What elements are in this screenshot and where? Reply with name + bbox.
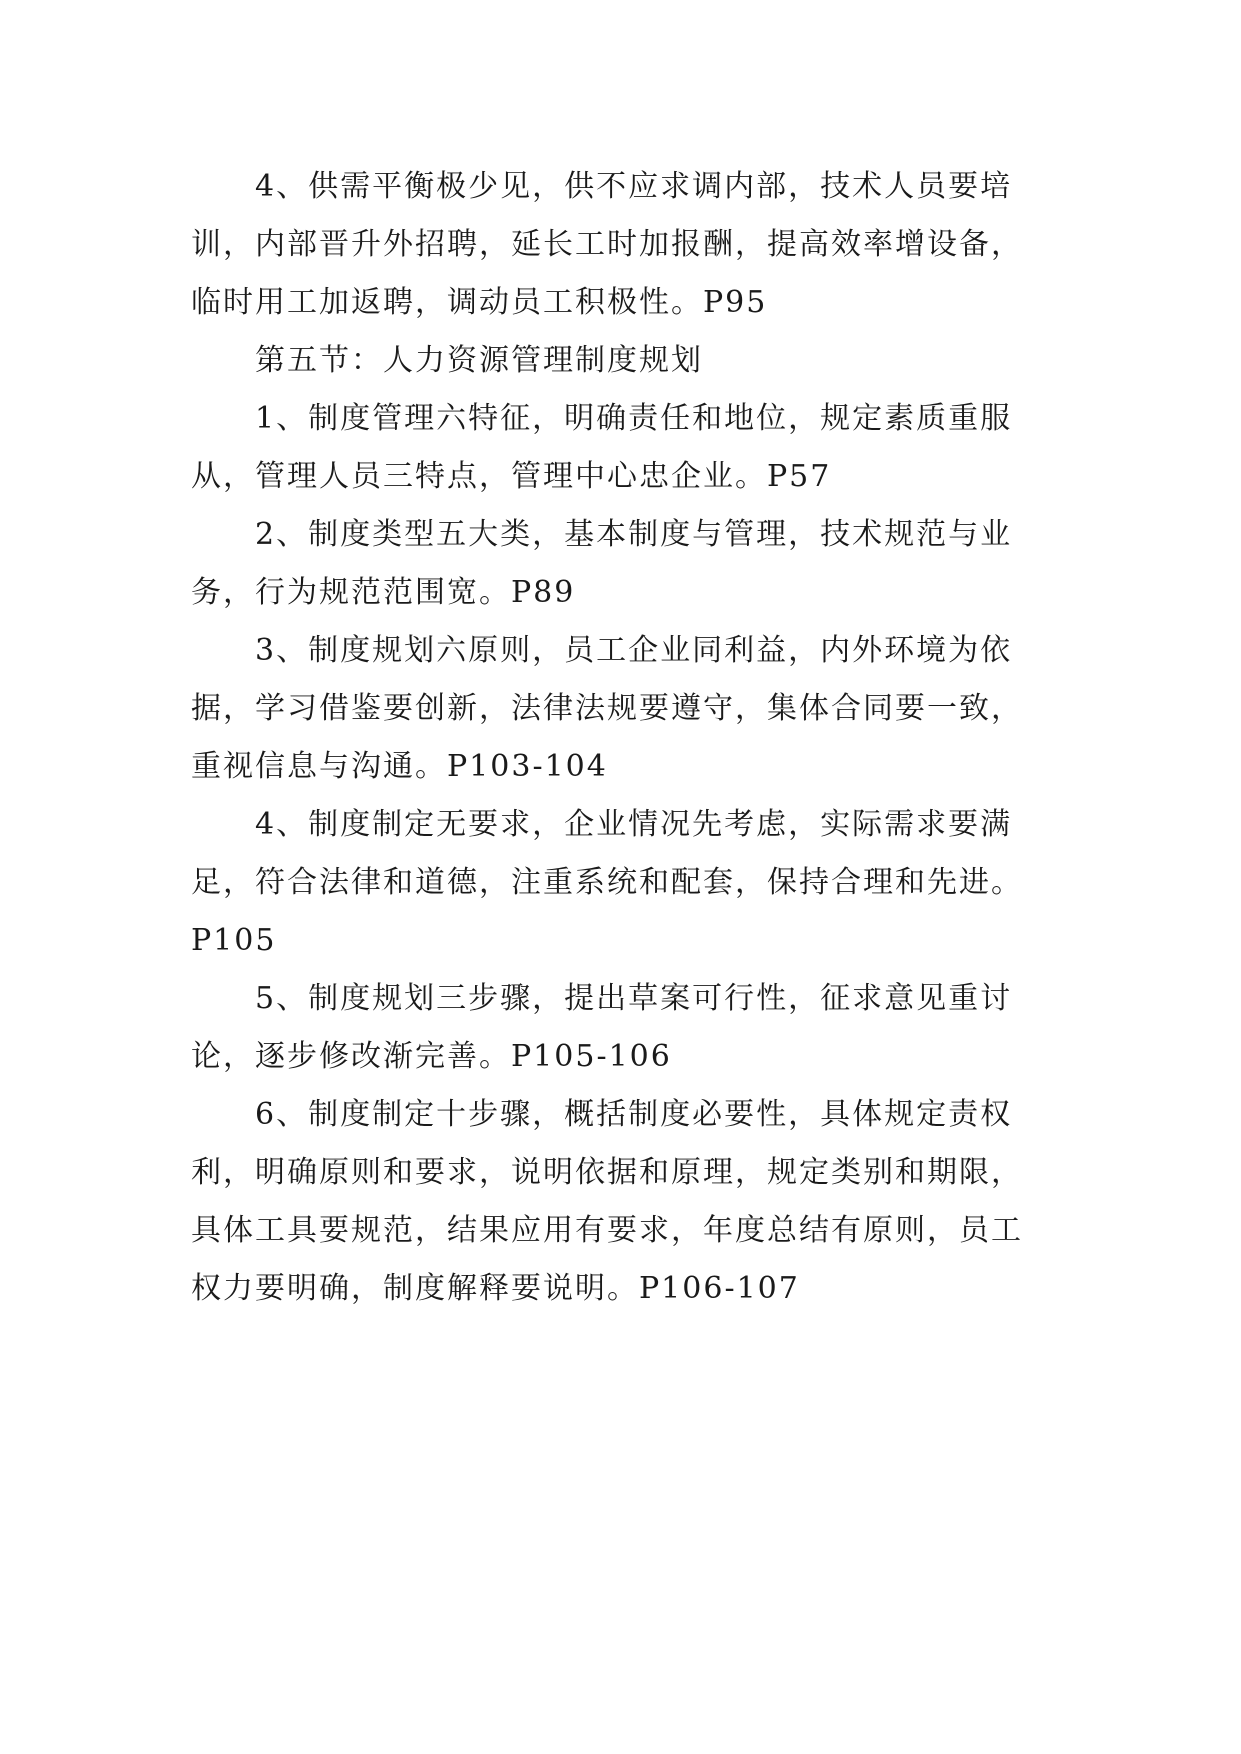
paragraph-item-4	[191, 796, 1071, 970]
text-line: 3、制度规划六原则，员工企业同利益，内外环境为依	[255, 633, 1013, 668]
section-heading-text: 第五节：人力资源管理制度规划	[255, 343, 703, 378]
paragraph-item-2	[191, 506, 1071, 622]
text-line: 4、供需平衡极少见，供不应求调内部，技术人员要培	[255, 169, 1013, 204]
paragraph-item-1	[191, 390, 1071, 506]
section-heading	[191, 332, 1071, 390]
text-line: 重视信息与沟通。P103-104	[191, 749, 608, 784]
text-line: 1、制度管理六特征，明确责任和地位，规定素质重服	[255, 401, 1013, 436]
text-line: 6、制度制定十步骤，概括制度必要性，具体规定责权	[255, 1097, 1013, 1132]
text-line: 足，符合法律和道德，注重系统和配套，保持合理和先进。	[191, 865, 1023, 900]
document-body	[191, 158, 1071, 1318]
text-line: 务，行为规范范围宽。P89	[191, 575, 576, 610]
text-line: 训，内部晋升外招聘，延长工时加报酬，提高效率增设备，	[191, 227, 1023, 262]
paragraph-item-6	[191, 1086, 1071, 1318]
text-line: 5、制度规划三步骤，提出草案可行性，征求意见重讨	[255, 981, 1013, 1016]
text-line: 权力要明确，制度解释要说明。P106-107	[191, 1271, 800, 1306]
text-line: P105	[191, 923, 277, 958]
text-line: 从，管理人员三特点，管理中心忠企业。P57	[191, 459, 832, 494]
paragraph-supply-demand-balance	[191, 158, 1071, 332]
text-line: 利，明确原则和要求，说明依据和原理，规定类别和期限，	[191, 1155, 1023, 1190]
text-line: 据，学习借鉴要创新，法律法规要遵守，集体合同要一致，	[191, 691, 1023, 726]
text-line: 4、制度制定无要求，企业情况先考虑，实际需求要满	[255, 807, 1013, 842]
text-line: 具体工具要规范，结果应用有要求，年度总结有原则，员工	[191, 1213, 1023, 1248]
paragraph-item-3	[191, 622, 1071, 796]
paragraph-item-5	[191, 970, 1071, 1086]
text-line: 论，逐步修改渐完善。P105-106	[191, 1039, 672, 1074]
text-line: 临时用工加返聘，调动员工积极性。P95	[191, 285, 768, 320]
text-line: 2、制度类型五大类，基本制度与管理，技术规范与业	[255, 517, 1013, 552]
